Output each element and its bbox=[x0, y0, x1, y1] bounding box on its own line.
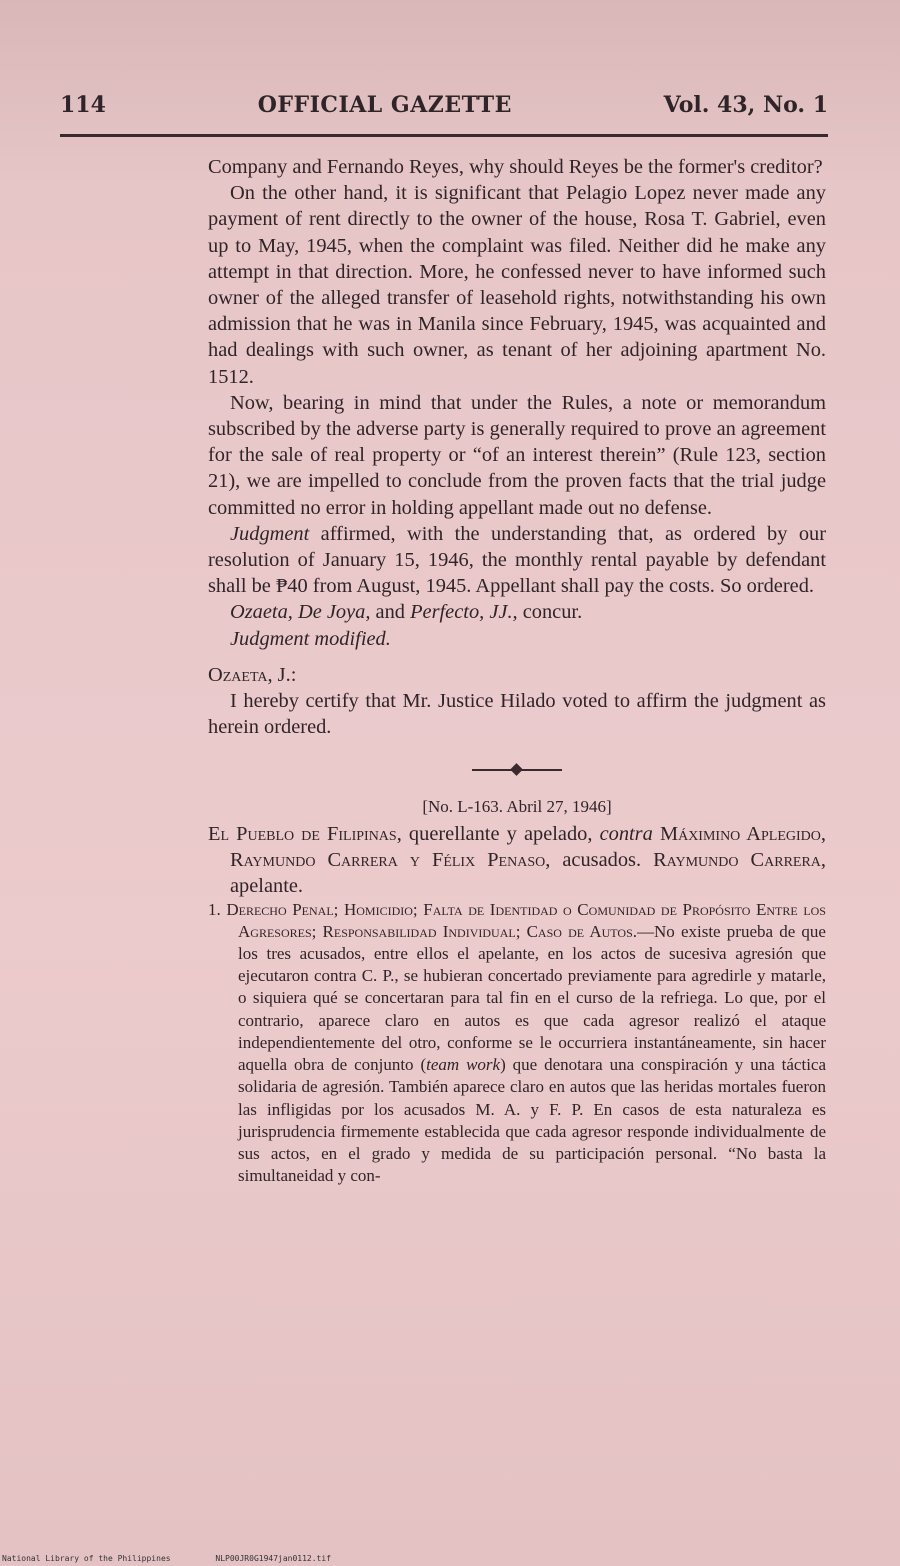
section-divider bbox=[472, 764, 562, 776]
syllabus-text: ) que denotara una conspiración y una táctica solidaria de agresión. También aparece claro en autos que las heridas mortales fueron las infligidas por los acusados M. A. y F. P. En casos de esta naturaleza es jurisprudencia firmemente establecida que cada agresor responde individualmente de sus actos, en el grado y medida de su participación personal. “No basta la simultaneidad y con- bbox=[238, 1055, 827, 1186]
concur-names: Ozaeta, De Joya, bbox=[230, 601, 371, 624]
syllabus-italic: team work bbox=[426, 1055, 501, 1075]
footer-library: National Library of the Philippines bbox=[2, 1554, 171, 1563]
judgment-modified bbox=[208, 626, 826, 652]
concur-rest: concur. bbox=[517, 601, 583, 624]
paragraph-text: affirmed, with the understanding that, as ordered by our resolution of January 15, 1946, the monthly rental payable by defendant shall be ₱40 from August, 1945. Appellant shall pay the costs. So ordered. bbox=[208, 522, 826, 598]
judge-heading: Ozaeta, J.: bbox=[208, 663, 297, 686]
party-appellant: Raymundo Carrera, bbox=[653, 848, 827, 871]
certification: I hereby certify that Mr. Justice Hilado voted to affirm the judgment as herein ordered. bbox=[208, 690, 826, 739]
paragraph: Company and Fernando Reyes, why should Reyes be the former's creditor? bbox=[208, 156, 823, 178]
paragraph: Now, bearing in mind that under the Rules, a note or memorandum subscribed by the adverse party is generally required to prove an agreement for the sale of real property or “of an interest therein” (Rule 123, section 21), we are impelled to conclude from the proven facts that the trial judge committed no error in holding appellant made out no defense. bbox=[208, 391, 826, 519]
scan-footer bbox=[2, 1554, 371, 1563]
party-role: querellante y apelado, bbox=[401, 822, 600, 845]
header-rule bbox=[60, 134, 828, 137]
footer-file: NLP00JR0G1947jan0112.tif bbox=[215, 1554, 331, 1563]
modified-text: Judgment modified. bbox=[230, 627, 391, 650]
running-header bbox=[60, 92, 828, 126]
case-parties bbox=[208, 821, 826, 899]
syllabus-heading: 1. Derecho Penal; Homicidio; Falta de Identidad o Comunidad de Propósito Entre los Agresores; Responsabilidad Individual; Caso de Autos. bbox=[208, 899, 826, 941]
party-role: apelante. bbox=[230, 874, 304, 897]
judgment-word: Judgment bbox=[230, 522, 310, 545]
party-plaintiff: El Pueblo de Filipinas, bbox=[208, 822, 402, 845]
syllabus-text: —No existe prueba de que los tres acusados, entre ellos el apelante, en los actos de sucesiva agresión que ejecutaron contra C. P., se hubieran concertado previamente para agredirle y matarle, o siquiera qué se concertaran para tal fin en el curso de la refriega. Lo que, por el contrario, aparece claro en autos es que cada agresor realizó el ataque independientemente del otro, conforme se le occurriera instantáneamente, sin hacer aquella obra de conjunto ( bbox=[238, 921, 826, 1075]
party-defendants: Máximino Aplegido, Raymundo Carrera y Félix Penaso, bbox=[230, 822, 826, 871]
page-number: 114 bbox=[60, 92, 106, 118]
paragraph: On the other hand, it is significant that Pelagio Lopez never made any payment of rent directly to the owner of the house, Rosa T. Gabriel, even up to May, 1945, when the complaint was filed. Neither did he make any attempt in that direction. More, he confessed never to have informed such owner of the alleged transfer of leasehold rights, notwithstanding his own admission that he was in Manila since February, 1945, was acquainted and had dealings with such owner, as tenant of her adjoining apartment No. 1512. bbox=[208, 182, 826, 388]
party-role: acusados. bbox=[550, 848, 654, 871]
paragraph bbox=[208, 521, 826, 600]
publication-title: OFFICIAL GAZETTE bbox=[257, 92, 512, 118]
concur-name2: Perfecto, JJ., bbox=[410, 601, 518, 624]
case-number: [No. L-163. Abril 27, 1946] bbox=[422, 797, 612, 817]
concur-and: and bbox=[370, 601, 411, 624]
main-text bbox=[208, 154, 826, 1187]
concurrence bbox=[208, 599, 826, 625]
contra-word: contra bbox=[599, 822, 653, 845]
syllabus-item bbox=[208, 899, 826, 1188]
volume-number: Vol. 43, No. 1 bbox=[663, 92, 828, 118]
